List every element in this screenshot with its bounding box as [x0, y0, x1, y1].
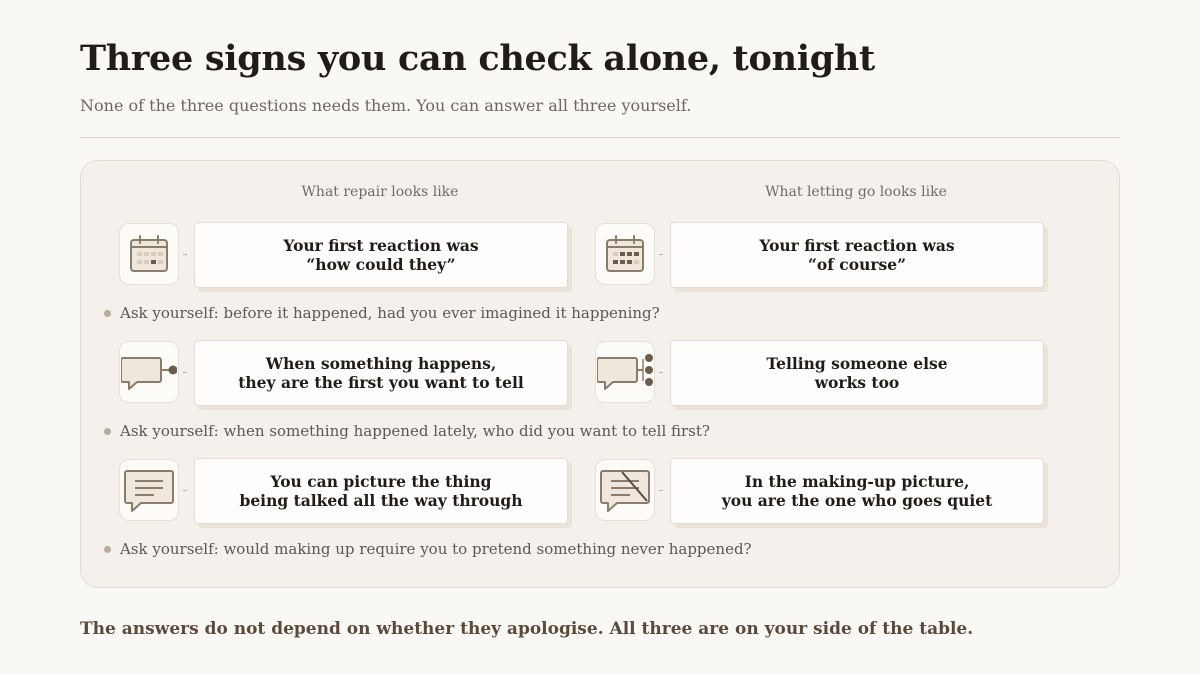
connector — [659, 372, 663, 373]
column-header-repair: What repair looks like — [301, 184, 459, 200]
bullet-icon — [104, 546, 111, 553]
letting-go-sign-text: In the making-up picture, you are the one who goes quiet — [721, 472, 993, 510]
question-row — [104, 422, 710, 440]
calendar-icon — [595, 223, 655, 285]
letting-go-sign-card — [670, 222, 1044, 288]
repair-sign-card — [194, 458, 568, 524]
letting-go-sign-card — [670, 340, 1044, 406]
speech-bubble-single-dot-icon — [119, 341, 179, 403]
connector — [183, 490, 187, 491]
connector — [659, 254, 663, 255]
divider — [80, 137, 1120, 138]
question-text: Ask yourself: before it happened, had you ever imagined it happening? — [120, 304, 660, 322]
footer-note: The answers do not depend on whether they apologise. All three are on your side of the table. — [80, 619, 974, 639]
letting-go-sign-text: Telling someone else works too — [766, 354, 948, 392]
page-subtitle: None of the three questions needs them. You can answer all three yourself. — [80, 96, 692, 115]
bullet-icon — [104, 310, 111, 317]
calendar-icon — [119, 223, 179, 285]
letting-go-sign-text: Your first reaction was “of course” — [759, 236, 955, 274]
connector — [183, 254, 187, 255]
question-row — [104, 540, 752, 558]
repair-sign-text: When something happens, they are the first you want to tell — [238, 354, 524, 392]
letting-go-sign-card — [670, 458, 1044, 524]
question-row — [104, 304, 660, 322]
connector — [659, 490, 663, 491]
message-crossed-icon — [595, 459, 655, 521]
page-title: Three signs you can check alone, tonight — [80, 38, 875, 79]
message-lines-icon — [119, 459, 179, 521]
connector — [183, 372, 187, 373]
repair-sign-card — [194, 222, 568, 288]
repair-sign-card — [194, 340, 568, 406]
repair-sign-text: Your first reaction was “how could they” — [283, 236, 479, 274]
bullet-icon — [104, 428, 111, 435]
repair-sign-text: You can picture the thing being talked all the way through — [239, 472, 523, 510]
speech-bubble-multi-dot-icon — [595, 341, 655, 403]
column-header-letting-go: What letting go looks like — [765, 184, 947, 200]
question-text: Ask yourself: would making up require you to pretend something never happened? — [120, 540, 752, 558]
question-text: Ask yourself: when something happened lately, who did you want to tell first? — [120, 422, 710, 440]
